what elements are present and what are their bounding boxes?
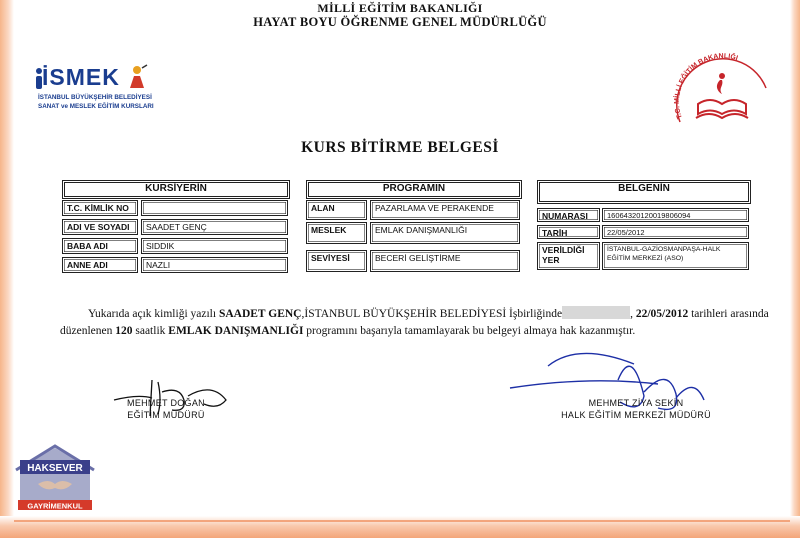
signature-right-title: HALK EĞİTİM MERKEZİ MÜDÜRÜ (561, 410, 711, 420)
department-title: HAYAT BOYU ÖĞRENME GENEL MÜDÜRLÜĞÜ (253, 15, 547, 29)
ismek-logo-line2: SANAT ve MESLEK EĞİTİM KURSLARI (38, 103, 154, 110)
programin-label-meslek: MESLEK (306, 222, 367, 244)
kursiyerin-value-mother: NAZLI (141, 257, 288, 273)
meb-logo (668, 52, 776, 134)
kursiyerin-value-name: SAADET GENÇ (141, 219, 288, 235)
meb-logo-text: T.C. MİLLİ EĞİTİM BAKANLIĞI (673, 52, 739, 120)
ismek-logo-name: İSMEK (42, 64, 120, 90)
program-name: EMLAK DANIŞMANLIĞI (168, 325, 304, 337)
document-title: KURS BİTİRME BELGESİ (301, 139, 499, 156)
body-text-5: düzenlenen (60, 325, 113, 337)
kursiyerin-label-father: BABA ADI (62, 238, 138, 254)
kursiyerin-value-father: SIDDIK (141, 238, 288, 254)
body-text-4: tarihleri arasında (691, 308, 769, 320)
body-text-3: , (630, 308, 633, 320)
kursiyerin-label-tc: T.C. KİMLİK NO (62, 200, 138, 216)
decorative-border-left (0, 0, 14, 538)
signature-left-title: EĞİTİM MÜDÜRÜ (127, 410, 205, 420)
signature-right-name: MEHMET ZİYA SEKİN (588, 398, 684, 408)
programin-value-alan: PAZARLAMA VE PERAKENDE (370, 200, 520, 220)
ministry-title: MİLLİ EĞİTİM BAKANLIĞI (317, 1, 483, 15)
kursiyerin-value-tc (141, 200, 288, 216)
programin-value-meslek: EMLAK DANIŞMANLIĞI (370, 222, 520, 244)
ismek-logo-line1: İSTANBUL BÜYÜKŞEHİR BELEDİYESİ (38, 94, 152, 101)
haksever-house-icon (14, 444, 96, 512)
redacted-area (562, 306, 630, 319)
meb-emblem-icon (668, 52, 776, 134)
haksever-logo-subtitle: GAYRİMENKUL (27, 501, 83, 511)
body-text-2: ,İSTANBUL BÜYÜKŞEHİR BELEDİYESİ İşbirliğinde (301, 308, 563, 320)
programin-label-seviye: SEVİYESİ (306, 250, 367, 272)
decorative-border-line (14, 520, 790, 522)
belgenin-value-tarih: 22/05/2012 (602, 225, 749, 239)
completion-date: 22/05/2012 (635, 308, 689, 320)
kursiyerin-label-name: ADI VE SOYADI (62, 219, 138, 235)
kursiyerin-label-mother: ANNE ADI (62, 257, 138, 273)
kursiyerin-header: KURSİYERİN (62, 180, 290, 199)
programin-value-seviye: BECERİ GELİŞTİRME (370, 250, 520, 272)
signature-left-name: MEHMET DOĞAN (127, 398, 205, 408)
programin-header: PROGRAMIN (306, 180, 522, 199)
body-text-6: saatlik (135, 325, 166, 337)
body-text-7: programını başarıyla tamamlayarak bu belgeyi almaya hak kazanmıştır. (306, 325, 636, 337)
belgenin-label-yer: VERİLDİĞİ YER (537, 242, 600, 270)
belgenin-value-numara: 16064320120019806094 (602, 208, 749, 222)
belgenin-value-yer: İSTANBUL-GAZİOSMANPAŞA-HALK EĞİTİM MERKEZİ (ASO) (602, 242, 749, 270)
belgenin-label-tarih: TARİH (537, 225, 600, 239)
belgenin-header: BELGENİN (537, 180, 751, 204)
student-name: SAADET GENÇ (218, 308, 302, 320)
decorative-border-right (790, 0, 800, 538)
haksever-logo-name: HAKSEVER (27, 463, 83, 474)
programin-label-alan: ALAN (306, 200, 367, 220)
body-text-1: Yukarıda açık kimliği yazılı (88, 308, 217, 320)
ismek-figure-icon (126, 64, 148, 90)
haksever-logo (14, 444, 96, 512)
belgenin-label-numara: NUMARASI (537, 208, 600, 222)
ismek-logo (32, 64, 152, 120)
svg-text:T.C. MİLLİ EĞİTİM BAKANLIĞI (673, 52, 738, 120)
certificate-body-line1 (60, 306, 800, 323)
course-hours: 120 (115, 325, 133, 337)
